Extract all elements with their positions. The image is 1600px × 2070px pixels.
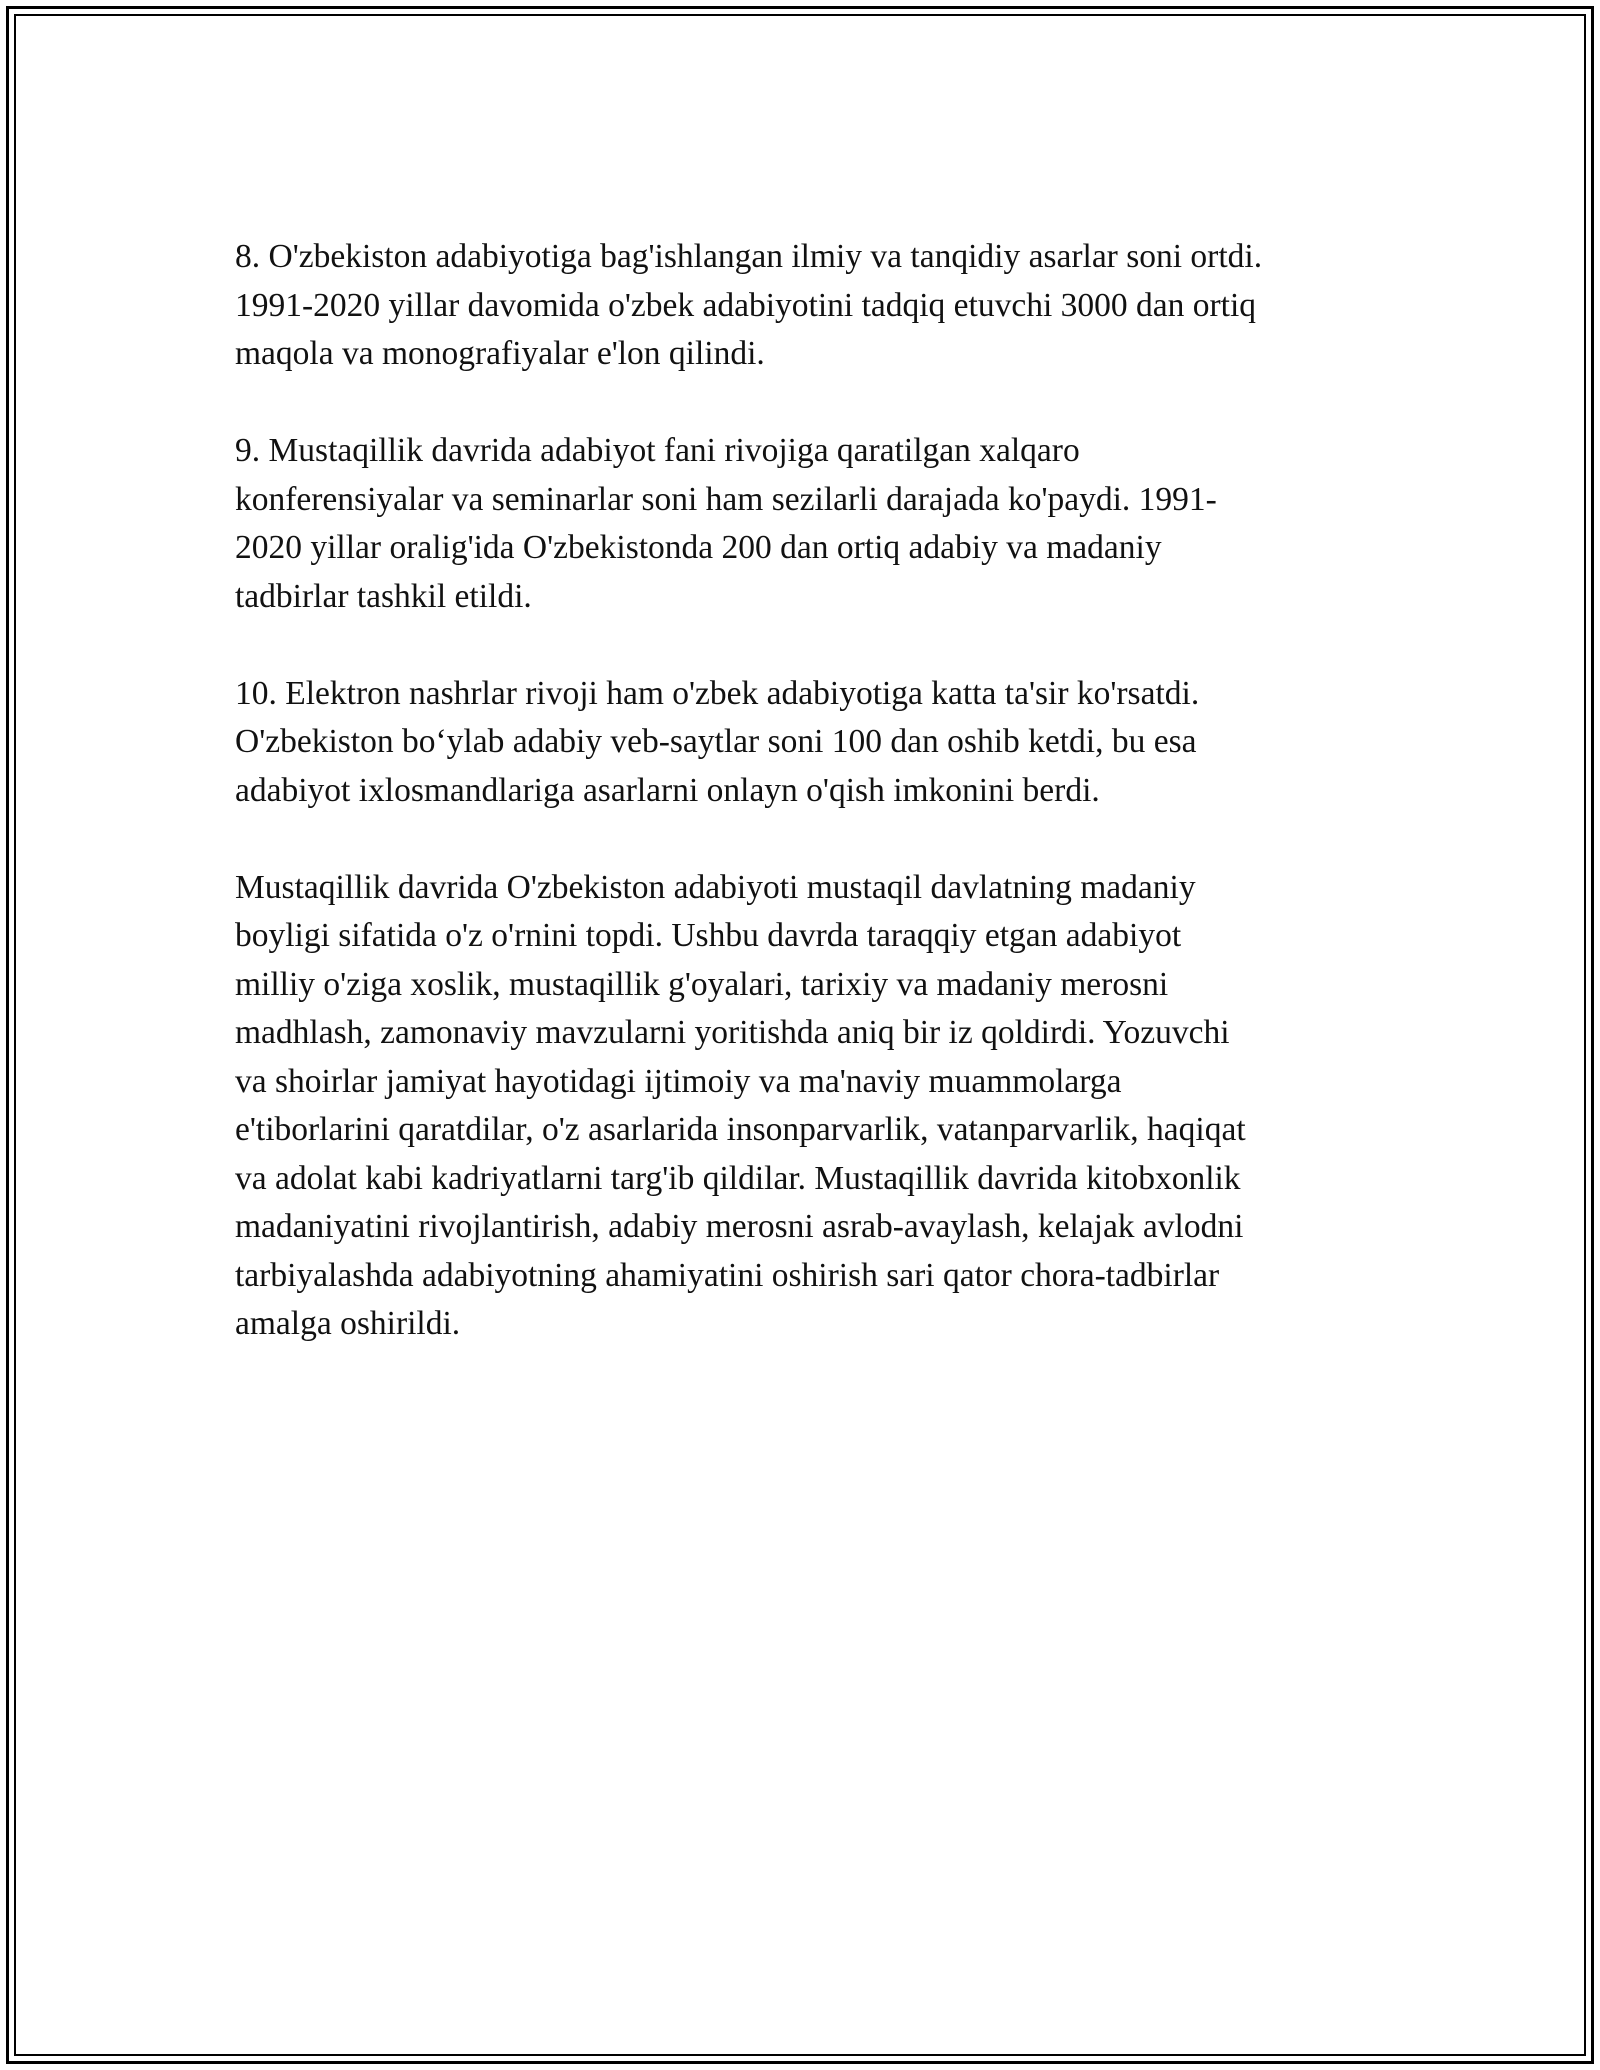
text-line: boyligi sifatida o'z o'rnini topdi. Ushbu davrda taraqqiy etgan adabiyot <box>235 917 1182 954</box>
text-line: va adolat kabi kadriyatlarni targ'ib qildilar. Mustaqillik davrida kitobxonlik <box>235 1159 1241 1197</box>
text-line: 2020 yillar oralig'ida O'zbekistonda 200 dan ortiq adabiy va madaniy <box>235 529 1162 566</box>
paragraph-conclusion <box>235 864 1365 1349</box>
text-line: tarbiyalashda adabiyotning ahamiyatini oshirish sari qator chora-tadbirlar <box>235 1256 1220 1294</box>
text-line: madhlash, zamonaviy mavzularni yoritishda aniq bir iz qoldirdi. Yozuvchi <box>235 1014 1230 1051</box>
paragraph-item-10 <box>235 670 1365 816</box>
text-line: e'tiborlarini qaratdilar, o'z asarlarida insonparvarlik, vatanparvarlik, haqiqat <box>235 1111 1246 1148</box>
text-line: maqola va monografiyalar e'lon qilindi. <box>235 335 765 372</box>
document-body <box>235 233 1365 1397</box>
text-line: adabiyot ixlosmandlariga asarlarni onlayn o'qish imkonini berdi. <box>235 771 1100 809</box>
text-line: Mustaqillik davrida O'zbekiston adabiyoti mustaqil davlatning madaniy <box>235 868 1196 906</box>
text-line: konferensiyalar va seminarlar soni ham sezilarli darajada ko'paydi. 1991- <box>235 480 1217 518</box>
text-line: madaniyatini rivojlantirish, adabiy merosni asrab-avaylash, kelajak avlodni <box>235 1208 1244 1245</box>
text-line: 9. Mustaqillik davrida adabiyot fani rivojiga qaratilgan xalqaro <box>235 432 1080 469</box>
text-line: 8. O'zbekiston adabiyotiga bag'ishlangan ilmiy va tanqidiy asarlar soni ortdi. <box>235 238 1263 275</box>
paragraph-item-9 <box>235 427 1365 621</box>
text-line: va shoirlar jamiyat hayotidagi ijtimoiy va ma'naviy muammolarga <box>235 1062 1122 1100</box>
text-line: amalga oshirildi. <box>235 1305 461 1342</box>
text-line: 1991-2020 yillar davomida o'zbek adabiyotini tadqiq etuvchi 3000 dan ortiq <box>235 286 1257 324</box>
text-line: tadbirlar tashkil etildi. <box>235 577 532 615</box>
paragraph-item-8 <box>235 233 1365 379</box>
text-line: 10. Elektron nashrlar rivoji ham o'zbek adabiyotiga katta ta'sir ko'rsatdi. <box>235 674 1200 712</box>
text-line: O'zbekiston bo‘ylab adabiy veb-saytlar soni 100 dan oshib ketdi, bu esa <box>235 723 1197 760</box>
text-line: milliy o'ziga xoslik, mustaqillik g'oyalari, tarixiy va madaniy merosni <box>235 965 1169 1003</box>
